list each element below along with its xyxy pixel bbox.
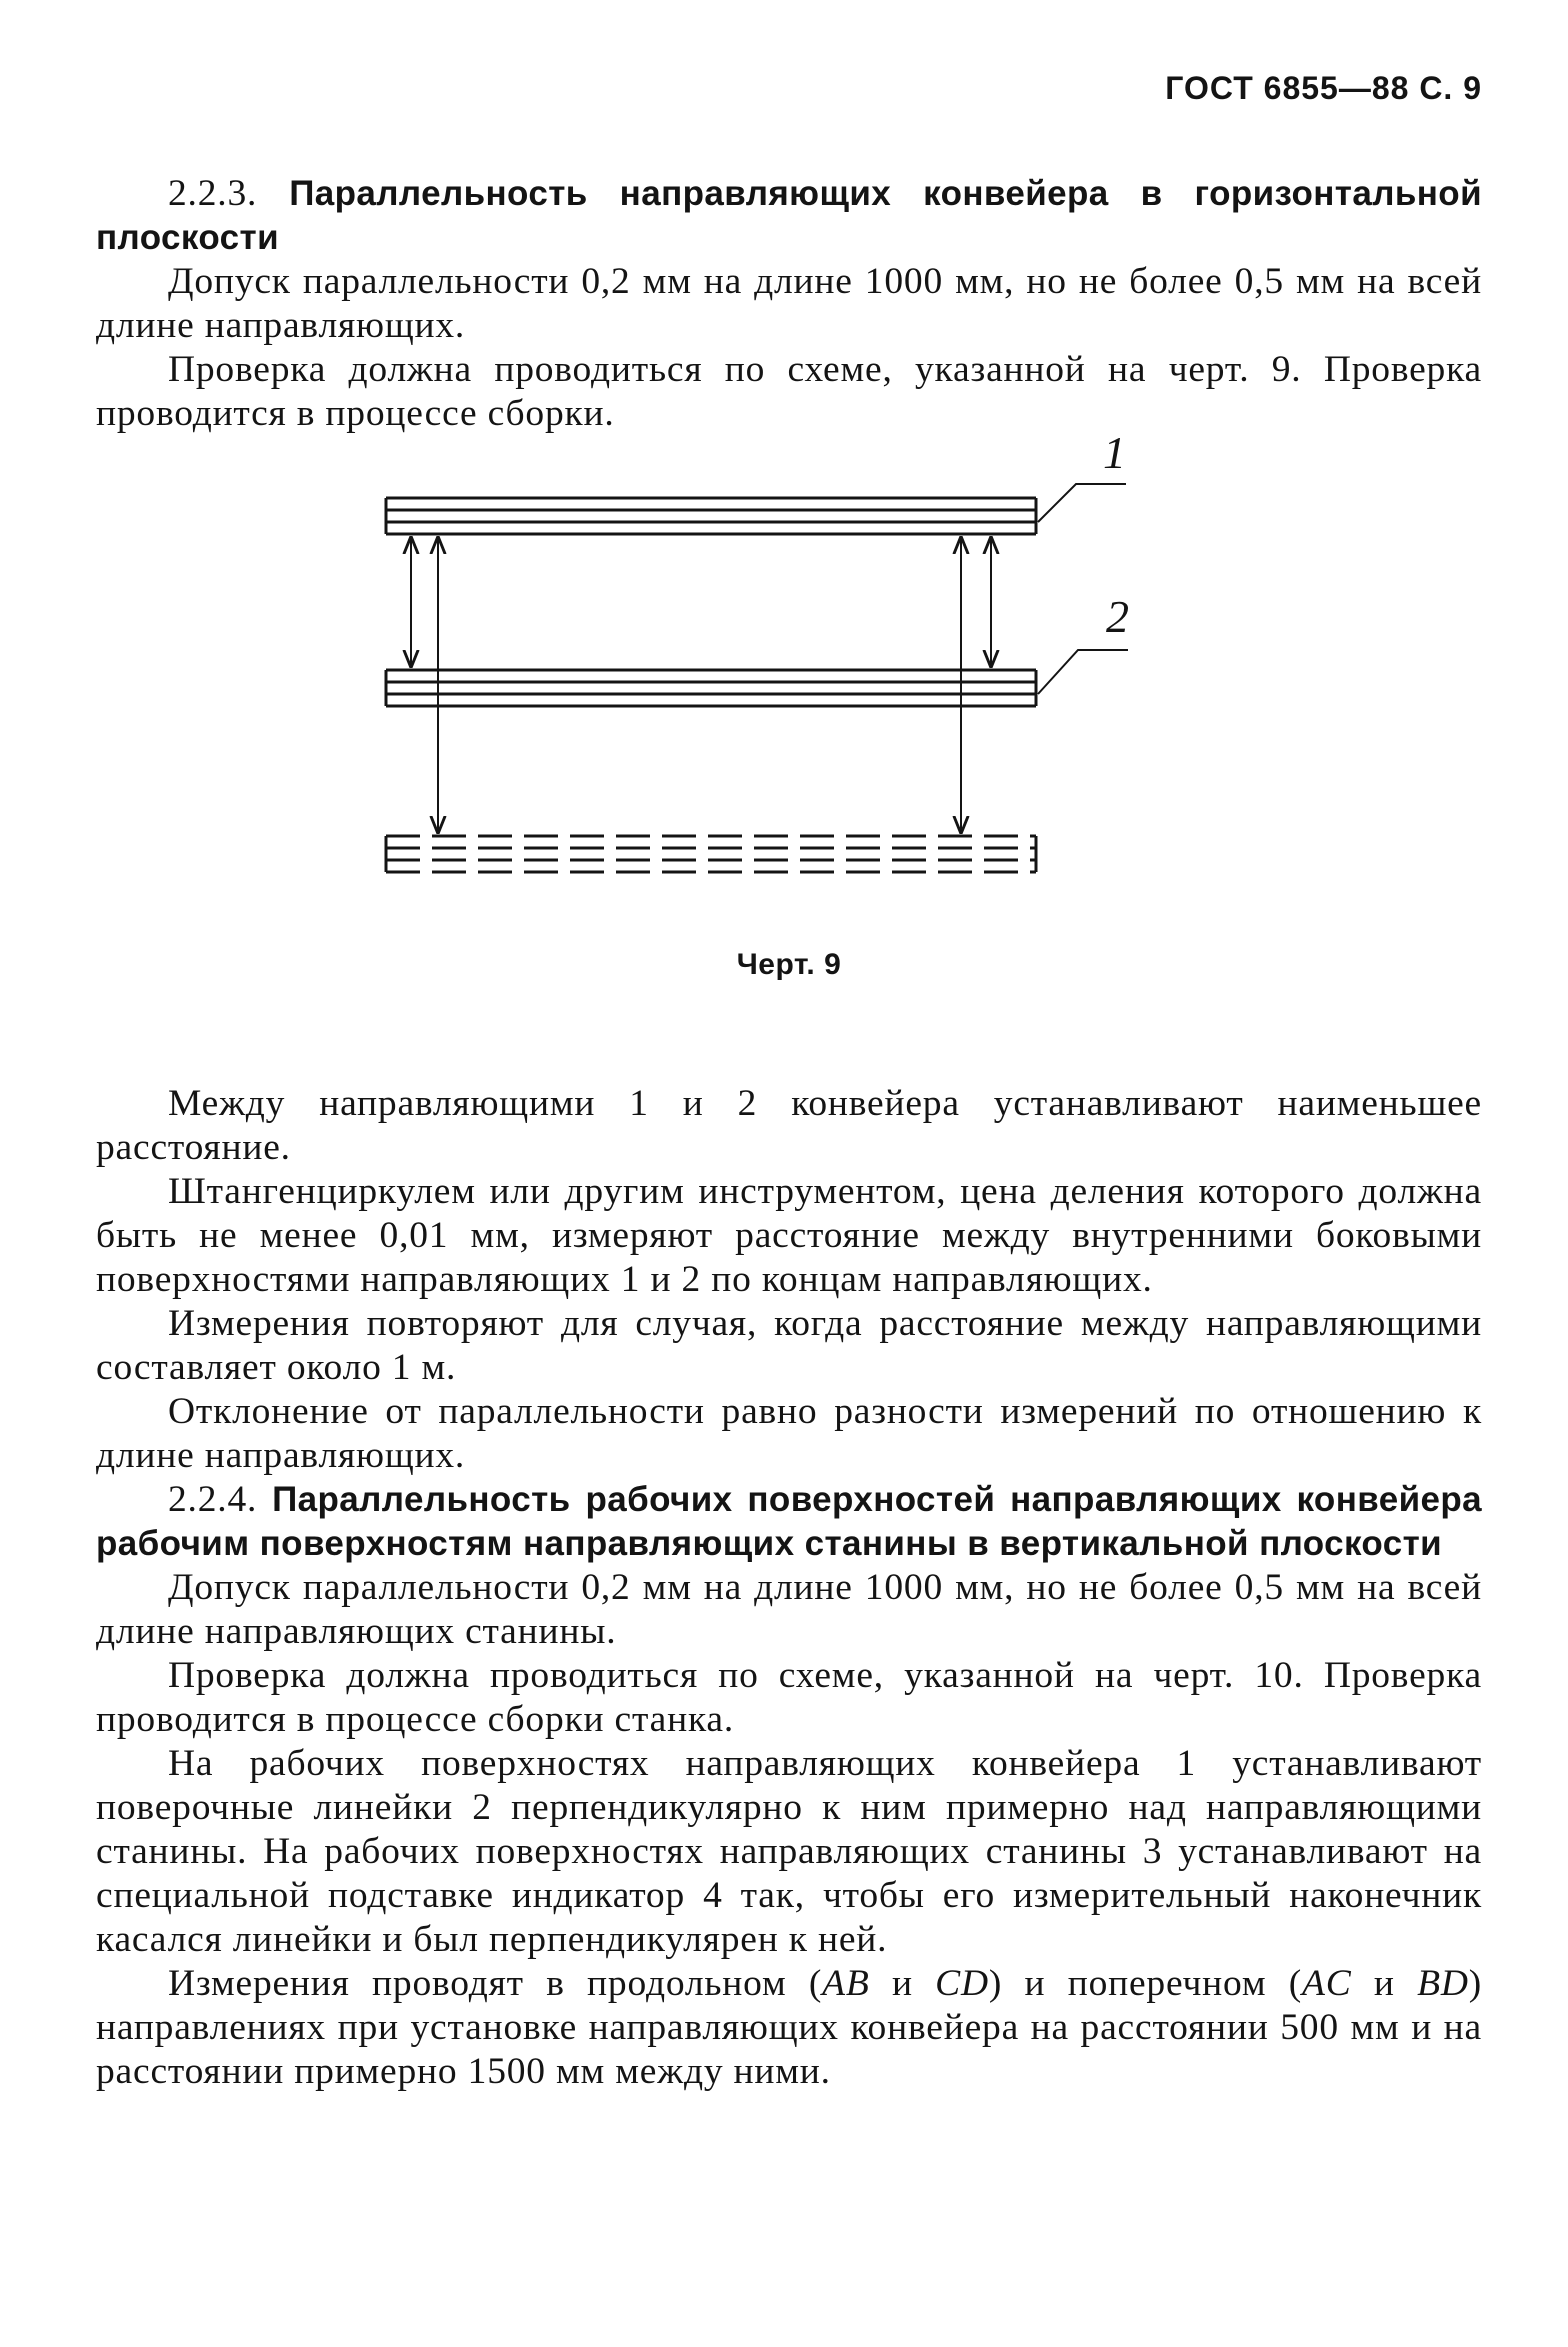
paragraph (96, 1170, 1482, 1302)
reference-number: 2 (681, 1259, 702, 1300)
section-heading (96, 172, 1482, 260)
text-run: так, чтобы его измерительный наконечник касался линейки и был перпендикулярен к ней. (96, 1875, 1482, 1960)
figure-caption: Черт. 9 (736, 948, 842, 981)
reference-number: 4 (703, 1875, 723, 1916)
text-run: по концам направляющих. (701, 1259, 1153, 1300)
section-title: Параллельность рабочих поверхностей направляющих конвейера рабочим поверхностям направляющих станины в вертикальной плоскости (96, 1480, 1482, 1563)
paragraph: Проверка должна проводиться по схеме, указанной на черт. 10. Проверка проводится в процессе сборки станка. (96, 1655, 1482, 1740)
reference-number: 3 (1142, 1831, 1163, 1872)
text-run: устанавливают поверочные линейки (96, 1743, 1482, 1828)
page-header: ГОСТ 6855—88 С. 9 (1165, 70, 1482, 106)
section-heading (96, 1478, 1482, 1566)
text-run: Измерения проводят в продольном ( (168, 1963, 823, 2004)
text-run: конвейера устанавливают наименьшее расстояние. (96, 1083, 1483, 1168)
text-run: Между направляющими (168, 1083, 630, 1124)
direction-label: BD (1417, 1963, 1469, 2004)
section-number: 2.2.4. (168, 1479, 258, 1520)
figure-9-drawing (376, 427, 1226, 990)
text-run: и (648, 1083, 738, 1124)
text-run: и (1351, 1963, 1418, 2004)
callout-label-1: 1 (1103, 427, 1126, 478)
callout-label-2: 2 (1106, 591, 1129, 642)
reference-number: 2 (737, 1083, 758, 1124)
reference-number: 1 (1176, 1743, 1197, 1784)
guide-2 (386, 670, 1036, 706)
paragraph: Отклонение от параллельности равно разности измерений по отношению к длине направляющих. (96, 1391, 1482, 1476)
paragraph (96, 1742, 1482, 1962)
text-run: ) и поперечном ( (988, 1963, 1303, 2004)
text-run: На рабочих поверхностях направляющих конвейера (168, 1743, 1177, 1784)
text-run: и (869, 1963, 936, 2004)
text-run: перпендикулярно к ним примерно над направляющими станины. На рабочих поверхностях направляющих станины (96, 1787, 1483, 1872)
section-title: Параллельность направляющих конвейера в горизонтальной плоскости (96, 174, 1482, 257)
paragraph: Проверка должна проводиться по схеме, указанной на черт. 9. Проверка проводится в процессе сборки. (96, 349, 1482, 434)
text-run: устанавливают на специальной подставке индикатор (96, 1831, 1483, 1916)
paragraph: Допуск параллельности 0,2 мм на длине 1000 мм, но не более 0,5 мм на всей длине направляющих станины. (96, 1567, 1482, 1652)
text-run: Штангенциркулем или другим инструментом, цена деления которого должна быть не менее 0,01 мм, измеряют расстояние между внутренними боковыми поверхностями направляющих (96, 1171, 1482, 1300)
paragraph (96, 1082, 1482, 1170)
section-2-2-3 (96, 172, 1482, 436)
callout-leaders (1038, 484, 1128, 694)
guide-2-alternate-position (386, 836, 1036, 872)
text-run: ) направлениях при установке направляющих конвейера на расстоянии 500 мм и на расстоянии примерно 1500 мм между ними. (96, 1963, 1483, 2092)
direction-label: CD (935, 1963, 989, 2004)
reference-number: 1 (629, 1083, 649, 1124)
section-2-2-3-procedure (96, 1082, 1482, 2094)
paragraph (96, 1962, 1482, 2094)
direction-label: AB (822, 1963, 870, 2004)
section-number: 2.2.3. (168, 173, 258, 214)
paragraph: Измерения повторяют для случая, когда расстояние между направляющими составляет около 1 м. (96, 1303, 1482, 1388)
document-page (96, 70, 1482, 2330)
text-run: и (640, 1259, 682, 1300)
paragraph: Допуск параллельности 0,2 мм на длине 1000 мм, но не более 0,5 мм на всей длине направляющих. (96, 261, 1482, 346)
reference-number: 1 (620, 1259, 641, 1300)
direction-label: AC (1302, 1963, 1352, 2004)
measurement-arrows (411, 538, 991, 832)
reference-number: 2 (472, 1787, 492, 1828)
guide-1 (386, 498, 1036, 534)
